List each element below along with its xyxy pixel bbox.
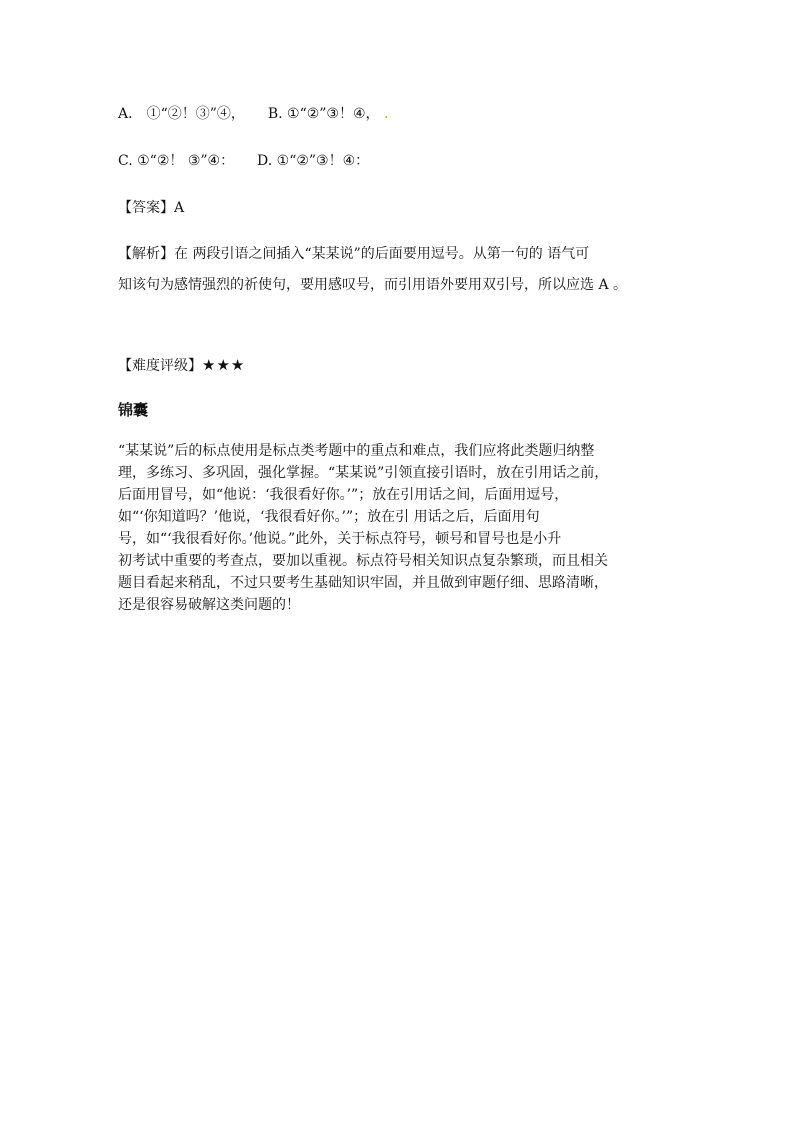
paragraph-line: 还是很容易破解这类问题的！ bbox=[118, 597, 300, 613]
section-title: 锦囊 bbox=[118, 401, 149, 419]
section-paragraph bbox=[118, 440, 690, 616]
option-c-text: ①“②！ ③”④： bbox=[137, 153, 235, 169]
option-a-text: ①“②！③”④， bbox=[146, 106, 245, 122]
analysis-label: 【解析】 bbox=[118, 246, 174, 262]
option-b-text: ①“②”③！④， bbox=[287, 106, 380, 122]
difficulty-line bbox=[118, 355, 245, 376]
paragraph-line: “某某说”后的标点使用是标点类考题中的重点和难点，我们应将此类题归纳整 bbox=[118, 443, 595, 459]
option-d-label: D. bbox=[257, 153, 273, 169]
options-row-ab bbox=[118, 104, 388, 124]
analysis-line-1 bbox=[118, 244, 589, 264]
difficulty-stars: ★★★ bbox=[202, 356, 246, 374]
paragraph-line: 题目看起来稍乱，不过只要考生基础知识牢固，并且做到审题仔细、思路清晰， bbox=[118, 575, 608, 591]
options-row-cd bbox=[118, 151, 369, 171]
paragraph-line: 初考试中重要的考查点，要加以重视。标点符号相关知识点复杂繁琐，而且相关 bbox=[118, 553, 608, 569]
difficulty-label: 【难度评级】 bbox=[118, 358, 202, 374]
paragraph-line: 后面用冒号，如“他说：‘我很看好你。’”；放在引用话之间，后面用逗号， bbox=[118, 487, 569, 503]
answer-value: A bbox=[174, 200, 185, 216]
paragraph-line: 如“‘你知道吗？’他说，‘我很看好你。’”；放在引 用话之后，后面用句 bbox=[118, 509, 540, 525]
option-b-label: B. bbox=[267, 106, 283, 122]
paragraph-line: 理，多练习、多巩固，强化掌握。“某某说”引领直接引语时，放在引用话之前， bbox=[118, 465, 609, 481]
paragraph-line: 号，如“‘我很看好你。’他说。”此外，关于标点符号，顿号和冒号也是小升 bbox=[118, 531, 562, 547]
answer-line bbox=[118, 198, 184, 218]
option-c-label: C. bbox=[118, 153, 133, 169]
trailing-mark: . bbox=[384, 106, 389, 122]
analysis-text-1: 在 两段引语之间插入“某某说”的后面要用逗号。从第一句的 语气可 bbox=[174, 246, 590, 262]
option-d-text: ①“②”③！④： bbox=[276, 153, 370, 169]
analysis-line-2 bbox=[118, 275, 627, 295]
analysis-text-2: 知该句为感情强烈的祈使句，要用感叹号，而引用语外要用双引号，所以应选 A 。 bbox=[118, 277, 628, 293]
option-a-label: A． bbox=[118, 106, 143, 122]
answer-label: 【答案】 bbox=[118, 200, 174, 216]
